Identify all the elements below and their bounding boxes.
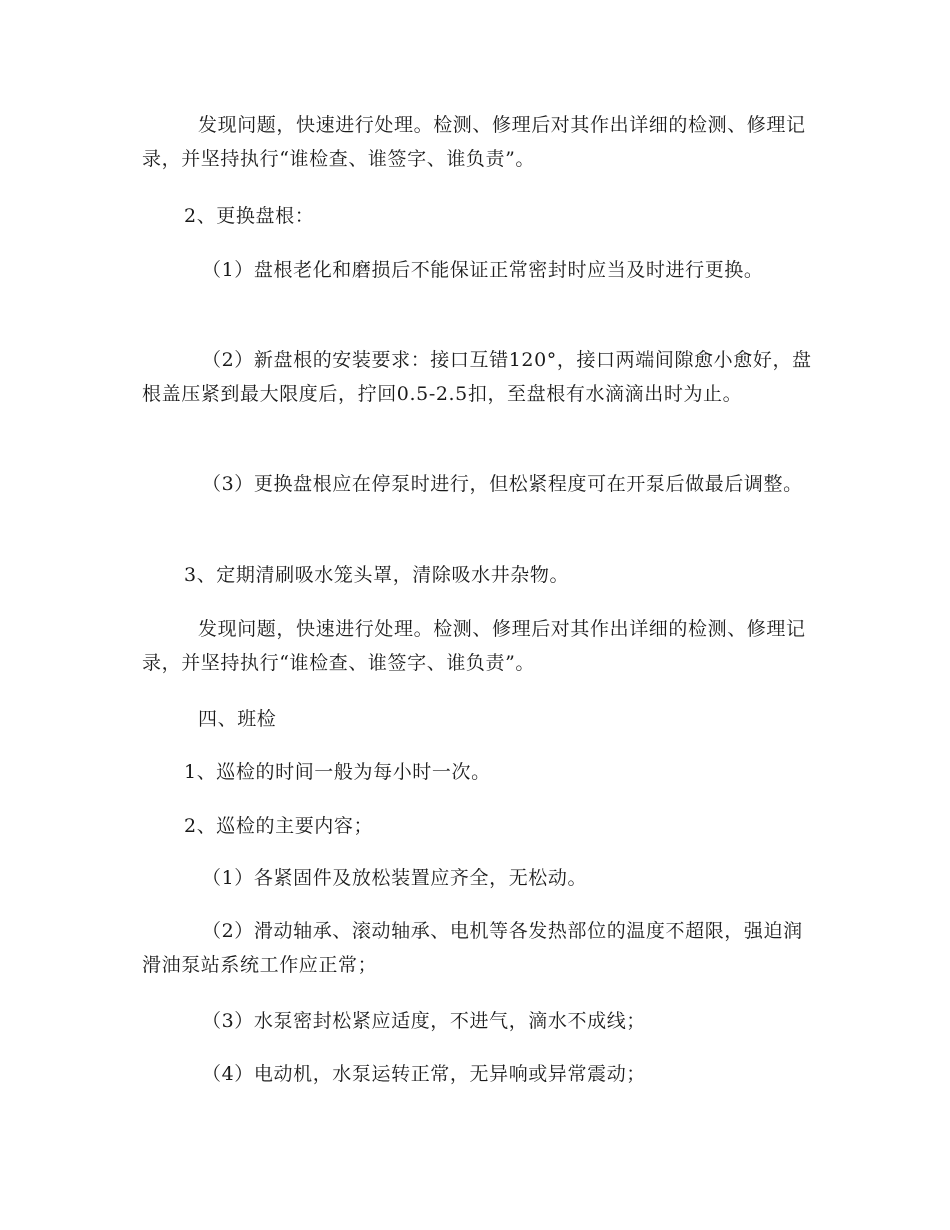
paragraph-inspection-repair-2: 发现问题，快速进行处理。检测、修理后对其作出详细的检测、修理记录，并坚持执行“谁检查、谁签字、谁负责”。 <box>142 618 806 674</box>
paragraph-patrol-content-heading: 2、巡检的主要内容； <box>184 815 374 837</box>
paragraph-patrol-item-2: （2）滑动轴承、滚动轴承、电机等各发热部位的温度不超限，强迫润滑油泵站系统工作应正常； <box>142 920 803 976</box>
paragraph-packing-item-2: （2）新盘根的安装要求：接口互错120°，接口两端间隙愈小愈好，盘根盖压紧到最大限度后，拧回0.5-2.5扣，至盘根有水滴滴出时为止。 <box>142 349 812 405</box>
paragraph-patrol-item-1: （1）各紧固件及放松装置应齐全，无松动。 <box>202 867 588 889</box>
section-heading-shift-check: 四、班检 <box>198 708 277 730</box>
paragraph-replace-packing-heading: 2、更换盘根： <box>184 205 315 227</box>
paragraph-patrol-item-3: （3）水泵密封松紧应适度，不进气，滴水不成线； <box>202 1010 646 1032</box>
paragraph-packing-item-1: （1）盘根老化和磨损后不能保证正常密封时应当及时进行更换。 <box>202 259 764 281</box>
paragraph-clean-suction-cage: 3、定期清刷吸水笼头罩，清除吸水井杂物。 <box>184 564 570 586</box>
paragraph-patrol-item-4: （4）电动机，水泵运转正常，无异响或异常震动； <box>202 1063 646 1085</box>
paragraph-patrol-frequency: 1、巡检的时间一般为每小时一次。 <box>184 761 491 783</box>
paragraph-packing-item-3: （3）更换盘根应在停泵时进行，但松紧程度可在开泵后做最后调整。 <box>202 473 803 495</box>
paragraph-inspection-repair-1: 发现问题，快速进行处理。检测、修理后对其作出详细的检测、修理记录，并坚持执行“谁检查、谁签字、谁负责”。 <box>142 114 806 170</box>
